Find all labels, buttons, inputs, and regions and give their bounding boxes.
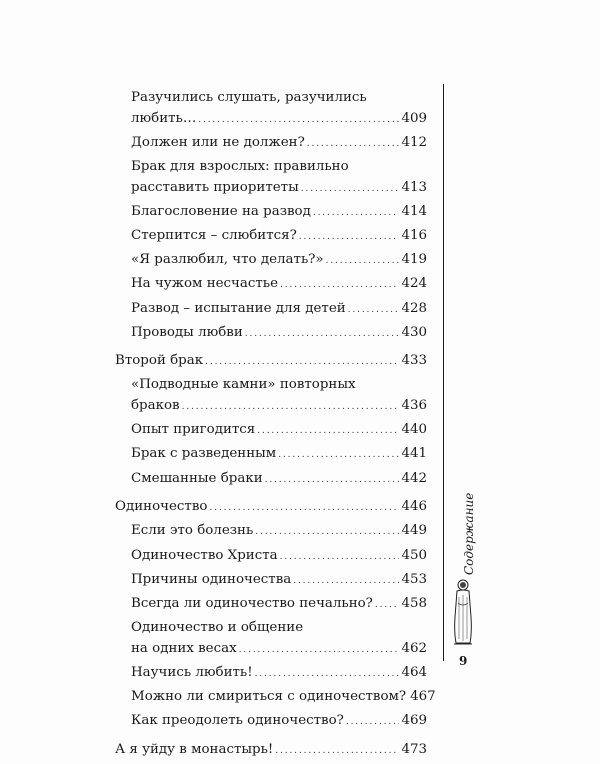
toc-entry <box>115 157 427 199</box>
toc-entry-title: расставить приоритеты <box>131 179 299 195</box>
toc-entry-title: На чужом несчастье <box>131 276 279 292</box>
dot-leader <box>299 226 400 248</box>
toc-entry-title: Благословение на развод <box>131 203 311 219</box>
toc-entry-page: 436 <box>401 398 427 414</box>
toc-entry-title: Одиночество Христа <box>131 547 278 563</box>
toc-entry-title: Как преодолеть одиночество? <box>131 713 344 729</box>
toc-entry <box>115 444 427 466</box>
toc-entry <box>115 497 427 519</box>
toc-entry-title: Опыт пригодится <box>131 422 256 438</box>
toc-entry-page: 446 <box>401 499 427 515</box>
toc-entry-title: браков <box>131 398 180 414</box>
toc-entry-page: 464 <box>401 664 427 680</box>
toc-entry <box>115 274 427 296</box>
toc-entry <box>115 521 427 543</box>
table-of-contents <box>115 88 436 764</box>
toc-entry-title: «Я разлюбил, что делать?» <box>131 252 324 268</box>
toc-entry-title-line: Брак для взрослых: правильно <box>131 158 349 174</box>
toc-entry-title: Должен или не должен? <box>131 134 305 150</box>
dot-leader <box>278 444 399 466</box>
toc-entry <box>115 618 427 660</box>
toc-entry-page: 458 <box>401 595 427 611</box>
toc-entry-title: Научись любить! <box>131 664 253 680</box>
dot-leader <box>375 594 400 616</box>
toc-entry-page: 449 <box>401 523 427 539</box>
toc-entry-page: 414 <box>401 203 427 219</box>
toc-entry-title: Развод – испытание для детей <box>131 300 346 316</box>
dot-leader <box>301 178 400 200</box>
toc-entry-page: 430 <box>401 324 427 340</box>
toc-entry <box>115 469 427 491</box>
toc-entry-title: А я уйду в монастырь! <box>115 741 274 757</box>
toc-entry <box>115 226 427 248</box>
toc-entry-page: 413 <box>401 179 427 195</box>
toc-entry-title: Проводы любви <box>131 324 243 340</box>
dot-leader <box>255 663 400 685</box>
dot-leader <box>307 133 400 155</box>
toc-entry-page: 416 <box>401 227 427 243</box>
running-head: Содержание <box>462 492 476 575</box>
toc-entry <box>115 375 427 417</box>
dot-leader <box>209 497 399 519</box>
dot-leader <box>326 250 400 272</box>
dot-leader <box>245 323 400 345</box>
toc-entry-page: 473 <box>401 741 427 757</box>
saint-figure-icon <box>450 577 476 647</box>
toc-entry-title: Если это болезнь <box>131 523 254 539</box>
dot-leader <box>182 396 400 418</box>
toc-entry <box>115 299 427 321</box>
dot-leader <box>280 546 400 568</box>
toc-entry <box>115 133 427 155</box>
toc-entry <box>115 250 427 272</box>
toc-entry <box>115 323 427 345</box>
toc-entry <box>115 663 427 685</box>
dot-leader <box>239 639 400 661</box>
toc-entry-title: Причины одиночества <box>131 571 292 587</box>
dot-leader <box>275 740 399 762</box>
dot-leader <box>198 109 399 131</box>
toc-entry <box>115 546 427 568</box>
toc-entry <box>115 202 427 224</box>
toc-entry-title-line: Разучились слушать, разучились <box>131 90 367 105</box>
toc-entry-page: 440 <box>401 422 427 438</box>
dot-leader <box>205 351 399 373</box>
dot-leader <box>346 711 400 733</box>
toc-entry-page: 428 <box>401 300 427 316</box>
dot-leader <box>265 469 400 491</box>
dot-leader <box>348 299 400 321</box>
toc-entry <box>115 351 427 373</box>
dot-leader <box>255 521 399 543</box>
toc-entry <box>115 594 427 616</box>
toc-entry-page: 441 <box>401 446 427 462</box>
toc-entry-title: Одиночество <box>115 499 208 515</box>
page-number: 9 <box>459 654 468 668</box>
toc-entry-title: Можно ли смириться с одиночеством? <box>131 689 407 705</box>
toc-entry <box>115 711 427 733</box>
dot-leader <box>280 274 399 296</box>
margin-rule <box>443 84 444 661</box>
toc-entry-page: 419 <box>401 252 427 268</box>
toc-entry <box>115 570 427 592</box>
toc-entry-title-line: «Подводные камни» повторных <box>131 377 356 393</box>
toc-entry-page: 453 <box>401 571 427 587</box>
toc-entry-page: 424 <box>401 276 427 292</box>
dot-leader <box>293 570 399 592</box>
toc-entry-page: 409 <box>401 110 427 126</box>
dot-leader <box>257 420 399 442</box>
toc-entry <box>115 88 427 130</box>
toc-entry-page: 412 <box>401 134 427 150</box>
toc-entry <box>115 740 427 762</box>
toc-entry-page: 462 <box>401 640 427 656</box>
toc-entry-title: Брак с разведенным <box>131 446 277 462</box>
toc-entry <box>115 687 436 709</box>
toc-entry-title: на одних весах <box>131 640 237 656</box>
toc-entry <box>115 420 427 442</box>
toc-entry-title: Всегда ли одиночество печально? <box>131 595 373 611</box>
toc-entry-title: любить… <box>131 110 197 126</box>
toc-entry-title: Стерпится – слюбится? <box>131 227 297 243</box>
toc-entry-title: Второй брак <box>115 353 204 369</box>
toc-entry-title-line: Одиночество и общение <box>131 620 304 636</box>
toc-entry-page: 467 <box>410 689 436 705</box>
toc-entry-page: 450 <box>401 547 427 563</box>
toc-entry-title: Смешанные браки <box>131 470 263 486</box>
toc-entry-page: 469 <box>401 713 427 729</box>
toc-entry-page: 433 <box>401 353 427 369</box>
toc-entry-page: 442 <box>401 470 427 486</box>
dot-leader <box>313 202 400 224</box>
